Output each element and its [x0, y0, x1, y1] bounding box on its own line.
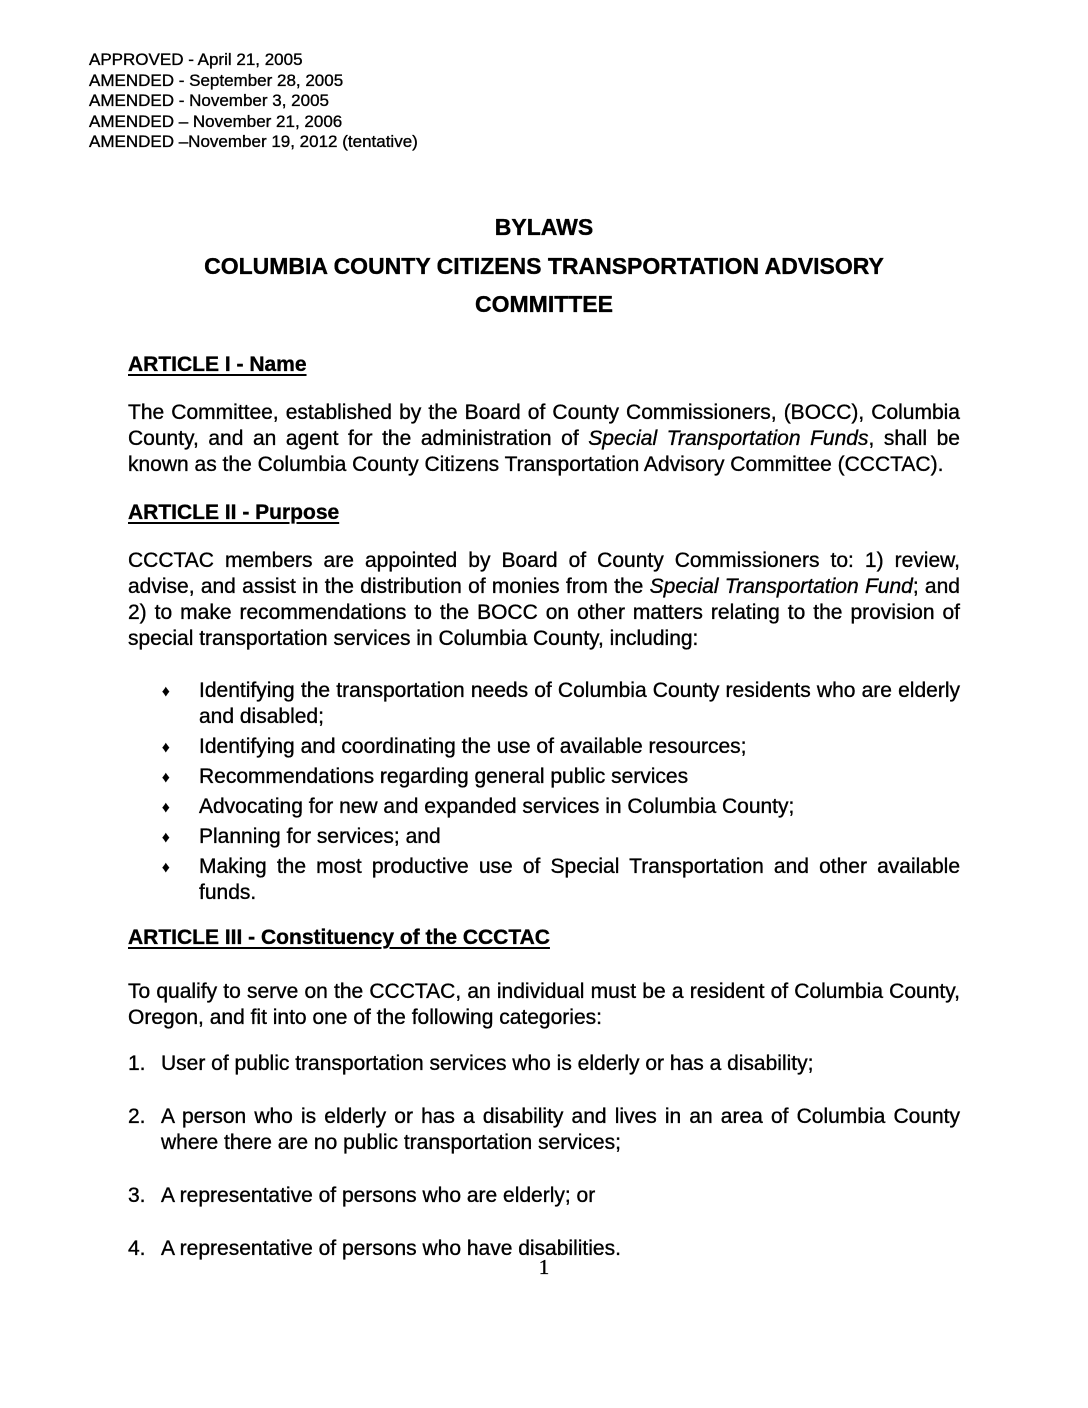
article-i-paragraph — [128, 400, 960, 478]
document-title-line: BYLAWS — [494, 214, 594, 240]
article-i-heading: ARTICLE I - Name — [128, 353, 307, 376]
numbered-list-item — [128, 1104, 960, 1156]
bullet-list-item — [128, 678, 960, 730]
bullet-item-text: Advocating for new and expanded services in Columbia County; — [199, 795, 795, 818]
article-iii-paragraph: To qualify to serve on the CCCTAC, an individual must be a resident of Columbia County, Oregon, and fit into one of the following categories: — [128, 980, 960, 1029]
bullet-item-text: Recommendations regarding general public services — [199, 765, 689, 788]
revision-history — [89, 50, 418, 153]
diamond-bullet-icon: ♦ — [162, 859, 170, 876]
bullet-item-text: Making the most productive use of Special Transportation and other available funds. — [199, 855, 960, 904]
bullet-list-item — [128, 824, 960, 850]
purpose-bullet-list — [128, 678, 960, 906]
diamond-bullet-icon: ♦ — [162, 683, 170, 700]
list-item-number: 2. — [128, 1105, 146, 1128]
article-iii-section — [128, 925, 960, 1289]
paragraph-text: The Committee, established by the Board of County Commissioners, (BOCC), Columbia County, and an agent for the administration of — [128, 401, 960, 450]
paragraph-text: ; and 2) to make recommendations to the BOCC on other matters relating to the provision of special transportation services in Columbia County, including: — [128, 575, 960, 650]
bullet-list-item — [128, 764, 960, 790]
article-i-section — [128, 352, 960, 478]
bullet-item-text: Identifying and coordinating the use of available resources; — [199, 735, 747, 758]
italic-phrase: Special Transportation Funds — [588, 427, 869, 450]
bullet-list-item — [128, 794, 960, 820]
article-ii-section — [128, 500, 960, 910]
revision-line: APPROVED - April 21, 2005 — [89, 50, 303, 69]
document-title-line: COMMITTEE — [475, 291, 613, 317]
numbered-item-text: A person who is elderly or has a disability and lives in an area of Columbia County where there are no public transportation services; — [161, 1105, 960, 1154]
bullet-list-item — [128, 734, 960, 760]
bullet-item-text: Identifying the transportation needs of Columbia County residents who are elderly and disabled; — [199, 679, 960, 728]
numbered-item-text: A representative of persons who have disabilities. — [161, 1237, 621, 1260]
revision-line: AMENDED –November 19, 2012 (tentative) — [89, 132, 418, 151]
revision-line: AMENDED – November 21, 2006 — [89, 111, 343, 131]
numbered-list-item — [128, 1051, 960, 1077]
page-number: 1 — [538, 1255, 550, 1279]
numbered-item-text: User of public transportation services who is elderly or has a disability; — [161, 1052, 814, 1075]
bullet-list-item — [128, 854, 960, 906]
italic-phrase: Special Transportation Fund — [649, 575, 913, 598]
paragraph-text: , shall be known as the Columbia County Citizens Transportation Advisory Committee (CCCTAC). — [128, 427, 960, 476]
bullet-item-text: Planning for services; and — [199, 825, 441, 848]
article-iii-heading: ARTICLE III - Constituency of the CCCTAC — [128, 926, 550, 949]
list-item-number: 1. — [128, 1052, 146, 1075]
paragraph-text: CCCTAC members are appointed by Board of County Commissioners to: 1) review, advise, and assist in the distribution of monies from the — [128, 549, 960, 598]
list-item-number: 4. — [128, 1237, 146, 1260]
document-title-line: COLUMBIA COUNTY CITIZENS TRANSPORTATION ADVISORY — [204, 252, 884, 279]
constituency-numbered-list — [128, 1051, 960, 1262]
article-ii-paragraph — [128, 548, 960, 652]
diamond-bullet-icon: ♦ — [162, 769, 170, 786]
revision-line: AMENDED - November 3, 2005 — [89, 91, 329, 110]
diamond-bullet-icon: ♦ — [162, 829, 170, 846]
diamond-bullet-icon: ♦ — [162, 739, 170, 756]
numbered-item-text: A representative of persons who are elderly; or — [161, 1184, 596, 1207]
diamond-bullet-icon: ♦ — [162, 799, 170, 816]
document-title — [0, 208, 1088, 324]
revision-line: AMENDED - September 28, 2005 — [89, 70, 344, 90]
numbered-list-item — [128, 1183, 960, 1209]
list-item-number: 3. — [128, 1184, 146, 1207]
article-ii-heading: ARTICLE II - Purpose — [128, 501, 340, 524]
